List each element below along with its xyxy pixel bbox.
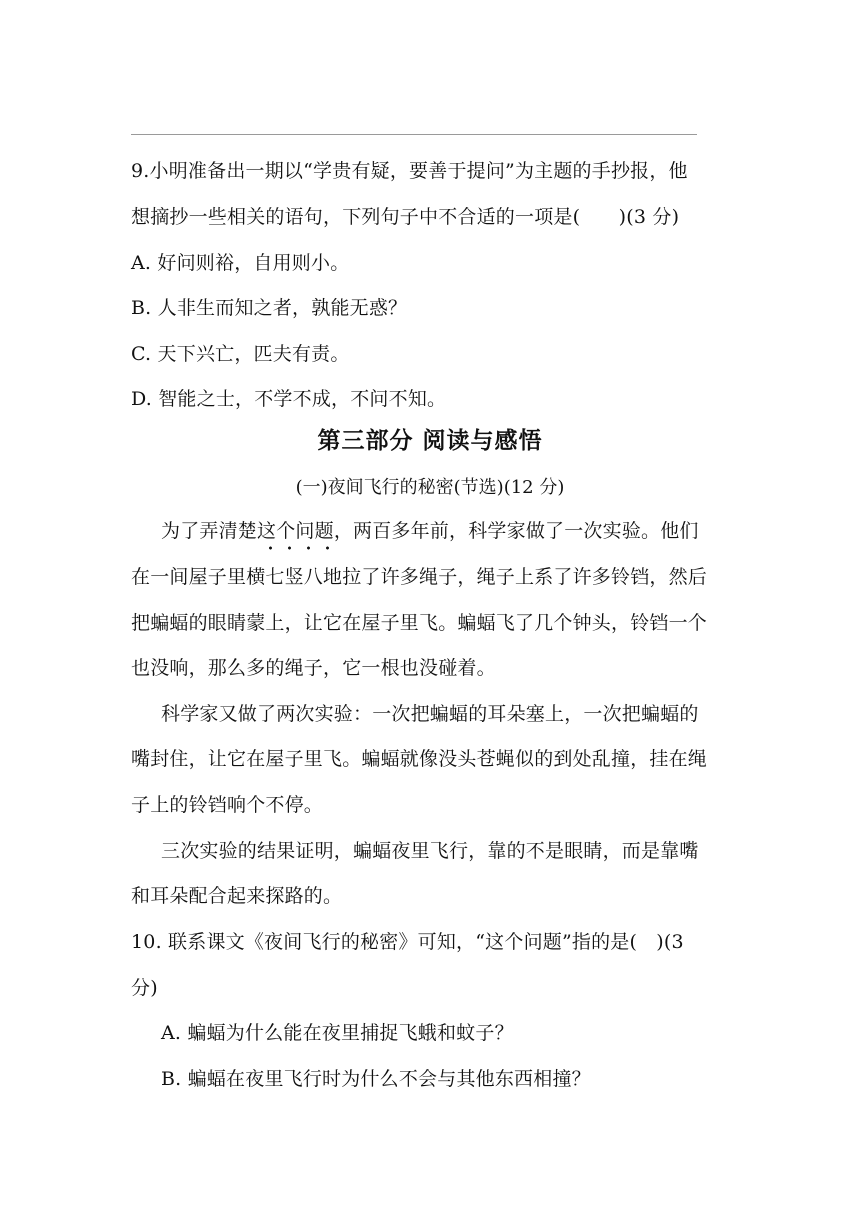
passage-p2-line-2: 嘴封住，让它在屋子里飞。蝙蝠就像没头苍蝇似的到处乱撞，挂在绳 [131,748,708,770]
passage-p3-line-2: 和耳朵配合起来探路的。 [131,885,343,907]
emphasized-phrase: 这个问题 [257,520,334,551]
q10-option-a[interactable]: A. 蝙蝠为什么能在夜里捕捉飞蛾和蚊子？ [161,1022,514,1044]
passage-text: 为了弄清楚 [161,520,258,542]
q9-stem-line-1: 9.小明准备出一期以“学贵有疑，要善于提问”为主题的手抄报，他 [131,160,688,182]
q10-stem-line-2: 分) [131,977,158,999]
passage-p2-line-3: 子上的铃铛响个不停。 [131,794,324,816]
passage-p1-line-1 [161,518,699,544]
q9-option-a[interactable]: A. 好问则裕，自用则小。 [131,252,350,274]
q9-option-b[interactable]: B. 人非生而知之者，孰能无惑？ [131,297,408,319]
q10-stem-line-1: 10. 联系课文《夜间飞行的秘密》可知，“这个问题”指的是( )(3 [131,931,684,953]
q10-option-b[interactable]: B. 蝙蝠在夜里飞行时为什么不会与其他东西相撞？ [161,1068,591,1090]
q9-stem-line-2: 想摘抄一些相关的语句，下列句子中不合适的一项是( )(3 分) [131,206,680,228]
section-title: 第三部分 阅读与感悟 [317,428,543,454]
passage-p1-line-4: 也没响，那么多的绳子，它一根也没碰着。 [131,657,496,679]
passage-p3-line-1: 三次实验的结果证明，蝙蝠夜里飞行，靠的不是眼睛，而是靠嘴 [161,840,699,862]
passage-text: ，两百多年前，科学家做了一次实验。他们 [333,520,699,542]
passage-p2-line-1: 科学家又做了两次实验：一次把蝙蝠的耳朵塞上，一次把蝙蝠的 [161,703,699,725]
passage-title: (一)夜间飞行的秘密(节选)(12 分) [295,477,565,498]
q9-option-c[interactable]: C. 天下兴亡，匹夫有责。 [131,343,350,365]
passage-p1-line-3: 把蝙蝠的眼睛蒙上，让它在屋子里飞。蝙蝠飞了几个钟头，铃铛一个 [131,612,708,634]
q9-option-d[interactable]: D. 智能之士，不学不成，不问不知。 [131,388,447,410]
passage-p1-line-2: 在一间屋子里横七竖八地拉了许多绳子，绳子上系了许多铃铛，然后 [131,566,708,588]
header-rule [131,134,697,135]
